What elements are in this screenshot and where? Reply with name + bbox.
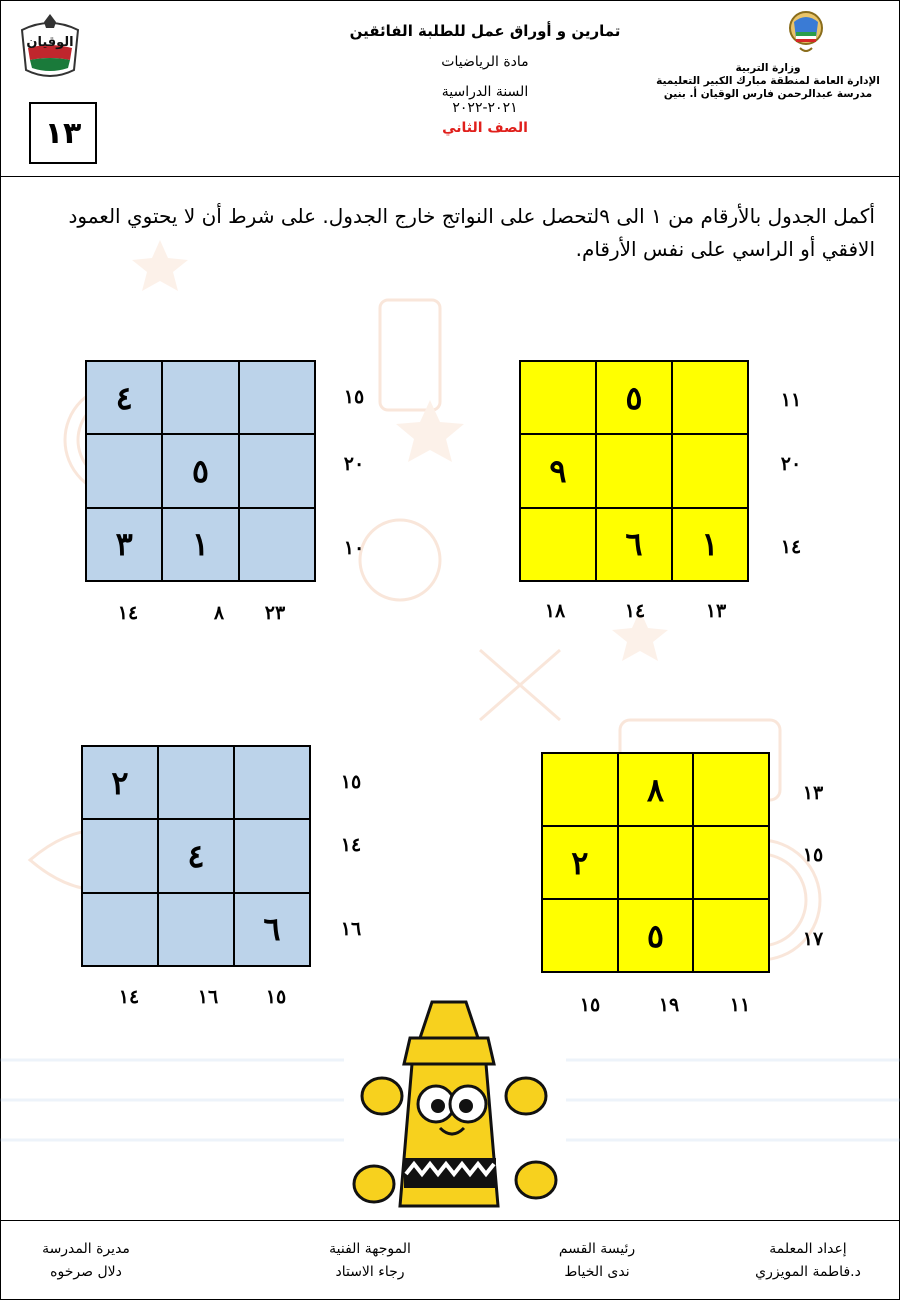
- row-sum: ١٤: [780, 536, 802, 558]
- grid-cell[interactable]: ٤: [158, 819, 234, 892]
- grid-cell[interactable]: ٦: [234, 893, 310, 966]
- grid-cell[interactable]: ١: [672, 508, 748, 581]
- grid-cell[interactable]: [82, 893, 158, 966]
- head-title: رئيسة القسم: [558, 1241, 636, 1257]
- supervisor-title: الموجهة الفنية: [329, 1241, 411, 1257]
- grid-cell[interactable]: [239, 508, 315, 581]
- row-sum: ٢٠: [780, 453, 802, 475]
- grid-cell[interactable]: ٨: [618, 753, 694, 826]
- grid-cell[interactable]: [86, 434, 162, 507]
- grid-cell[interactable]: [596, 434, 672, 507]
- grid-cell[interactable]: [618, 826, 694, 899]
- column-sum: ١٣: [705, 600, 727, 622]
- grid-cell[interactable]: [672, 361, 748, 434]
- footer-divider: [0, 1220, 900, 1221]
- head-name: ندى الخياط: [564, 1264, 630, 1280]
- instruction-text: أكمل الجدول بالأرقام من ١ الى ٩لتحصل على النواتج خارج الجدول. على شرط أن لا يحتوي العمود الافقي أو الراسي على نفس الأرقام.: [68, 204, 875, 261]
- header-center: [330, 18, 640, 136]
- grid-cell[interactable]: [82, 819, 158, 892]
- row-sum: ١٦: [340, 918, 362, 940]
- grid-cell[interactable]: ٥: [618, 899, 694, 972]
- row-sum: ١٧: [802, 928, 824, 950]
- grid-cell[interactable]: [234, 746, 310, 819]
- column-sum: ١٦: [197, 986, 219, 1008]
- row-sum: ١٠: [343, 537, 365, 559]
- header-right: [648, 62, 888, 101]
- row-sum: ١٥: [343, 386, 365, 408]
- column-sum: ١٤: [118, 986, 140, 1008]
- grid-cell[interactable]: [158, 746, 234, 819]
- column-sum: ٢٣: [264, 602, 286, 624]
- grid-cell[interactable]: ٩: [520, 434, 596, 507]
- grid-cell[interactable]: [234, 819, 310, 892]
- grid-cell[interactable]: [542, 899, 618, 972]
- row-sum: ١٥: [802, 844, 824, 866]
- grid-cell[interactable]: [162, 361, 238, 434]
- grade-label: الصف الثاني: [442, 120, 528, 136]
- worksheet-title: تمارين و أوراق عمل للطلبة الفائقين: [349, 22, 621, 40]
- grid-cell[interactable]: [158, 893, 234, 966]
- grid-cell[interactable]: [239, 361, 315, 434]
- puzzle-grid-3: [81, 745, 311, 967]
- column-sum: ١٩: [658, 994, 680, 1016]
- puzzle-grid-2: [519, 360, 749, 582]
- subject-label: مادة الرياضيات: [441, 54, 529, 70]
- grid-cell[interactable]: ٢: [542, 826, 618, 899]
- teacher-title: إعداد المعلمة: [769, 1241, 847, 1257]
- grid-cell[interactable]: ٦: [596, 508, 672, 581]
- puzzle-grid-4: [541, 752, 770, 973]
- grid-cell[interactable]: [239, 434, 315, 507]
- column-sum: ٨: [213, 602, 225, 624]
- column-sum: ١٥: [265, 986, 287, 1008]
- grid-cell[interactable]: ١: [162, 508, 238, 581]
- grid-cell[interactable]: ٤: [86, 361, 162, 434]
- column-sum: ١١: [729, 994, 751, 1016]
- grid-cell[interactable]: [542, 753, 618, 826]
- year-label: السنة الدراسية: [441, 84, 529, 100]
- grid-cell[interactable]: [520, 508, 596, 581]
- row-sum: ١٣: [802, 782, 824, 804]
- column-sum: ١٨: [544, 600, 566, 622]
- grid-cell[interactable]: ٥: [162, 434, 238, 507]
- kuwait-emblem-icon: [786, 8, 826, 56]
- ministry-label: وزارة التربية: [735, 62, 801, 74]
- row-sum: ١١: [780, 389, 802, 411]
- puzzle-grid-1: [85, 360, 316, 582]
- grid-cell[interactable]: [693, 753, 769, 826]
- school-label: مدرسة عبدالرحمن فارس الوقيان أ. بنين: [663, 88, 873, 100]
- column-sum: ١٤: [117, 602, 139, 624]
- header-divider: [0, 176, 900, 177]
- grid-cell[interactable]: ٥: [596, 361, 672, 434]
- column-sum: ١٤: [624, 600, 646, 622]
- directorate-label: الإدارة العامة لمنطقة مبارك الكبير التعليمية: [656, 75, 880, 87]
- supervisor-name: رجاء الاستاد: [335, 1264, 405, 1280]
- teacher-name: د.فاطمة المويزري: [755, 1264, 861, 1280]
- signature-department-head: [497, 1238, 697, 1284]
- principal-name: دلال صرخوه: [50, 1264, 122, 1280]
- year-value: ٢٠٢١-٢٠٢٢: [452, 100, 518, 116]
- signature-supervisor: [270, 1238, 470, 1284]
- grid-cell[interactable]: [693, 826, 769, 899]
- logo-text: الوقيان: [26, 35, 74, 50]
- page-number: ١٣: [29, 102, 97, 164]
- school-logo-icon: [14, 12, 86, 84]
- signature-principal: [0, 1238, 186, 1284]
- principal-title: مديرة المدرسة: [42, 1241, 130, 1257]
- grid-cell[interactable]: ٢: [82, 746, 158, 819]
- column-sum: ١٥: [579, 994, 601, 1016]
- row-sum: ١٥: [340, 771, 362, 793]
- row-sum: ٢٠: [343, 453, 365, 475]
- grid-cell[interactable]: ٣: [86, 508, 162, 581]
- row-sum: ١٤: [340, 834, 362, 856]
- signature-teacher: [708, 1238, 900, 1284]
- grid-cell[interactable]: [693, 899, 769, 972]
- crayon-mascot-icon: [344, 998, 566, 1220]
- grid-cell[interactable]: [520, 361, 596, 434]
- grid-cell[interactable]: [672, 434, 748, 507]
